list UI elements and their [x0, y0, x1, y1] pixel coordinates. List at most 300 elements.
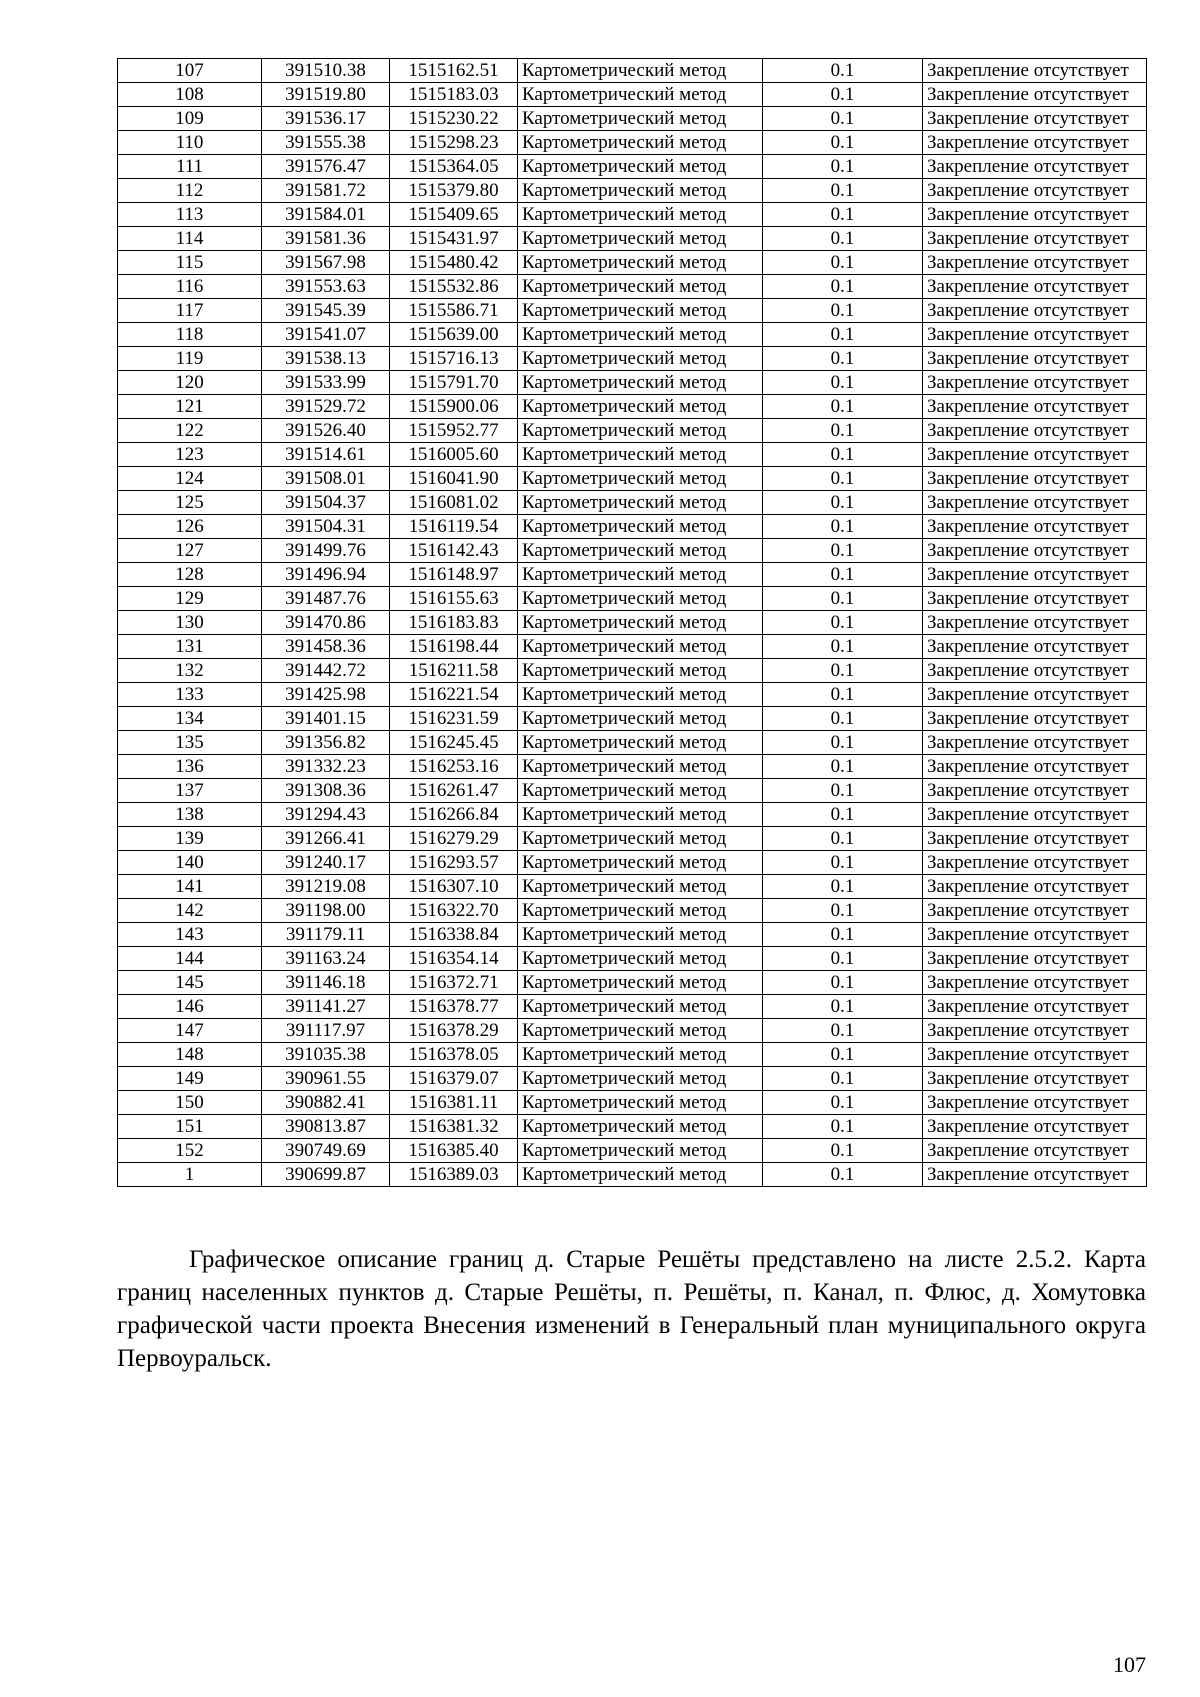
- method-cell: Картометрический метод: [518, 1043, 763, 1067]
- point-number-cell: 124: [118, 467, 262, 491]
- mark-description-cell: Закрепление отсутствует: [923, 107, 1147, 131]
- table-row: [118, 683, 1147, 707]
- point-number-cell: 109: [118, 107, 262, 131]
- y-coordinate-cell: 1515952.77: [390, 419, 518, 443]
- mark-description-cell: Закрепление отсутствует: [923, 515, 1147, 539]
- table-row: [118, 1115, 1147, 1139]
- precision-cell: 0.1: [763, 611, 923, 635]
- precision-cell: 0.1: [763, 563, 923, 587]
- mark-description-cell: Закрепление отсутствует: [923, 179, 1147, 203]
- table-row: [118, 635, 1147, 659]
- method-cell: Картометрический метод: [518, 731, 763, 755]
- method-cell: Картометрический метод: [518, 803, 763, 827]
- x-coordinate-cell: 391499.76: [262, 539, 390, 563]
- mark-description-cell: Закрепление отсутствует: [923, 1139, 1147, 1163]
- method-cell: Картометрический метод: [518, 275, 763, 299]
- table-row: [118, 1019, 1147, 1043]
- precision-cell: 0.1: [763, 1067, 923, 1091]
- mark-description-cell: Закрепление отсутствует: [923, 1115, 1147, 1139]
- mark-description-cell: Закрепление отсутствует: [923, 899, 1147, 923]
- method-cell: Картометрический метод: [518, 59, 763, 83]
- mark-description-cell: Закрепление отсутствует: [923, 803, 1147, 827]
- x-coordinate-cell: 390749.69: [262, 1139, 390, 1163]
- mark-description-cell: Закрепление отсутствует: [923, 1019, 1147, 1043]
- method-cell: Картометрический метод: [518, 179, 763, 203]
- point-number-cell: 145: [118, 971, 262, 995]
- mark-description-cell: Закрепление отсутствует: [923, 59, 1147, 83]
- x-coordinate-cell: 391533.99: [262, 371, 390, 395]
- x-coordinate-cell: 391504.31: [262, 515, 390, 539]
- y-coordinate-cell: 1515364.05: [390, 155, 518, 179]
- method-cell: Картометрический метод: [518, 635, 763, 659]
- x-coordinate-cell: 391519.80: [262, 83, 390, 107]
- precision-cell: 0.1: [763, 923, 923, 947]
- y-coordinate-cell: 1516155.63: [390, 587, 518, 611]
- x-coordinate-cell: 391179.11: [262, 923, 390, 947]
- coordinates-table-body: [118, 59, 1147, 1187]
- y-coordinate-cell: 1516338.84: [390, 923, 518, 947]
- y-coordinate-cell: 1516253.16: [390, 755, 518, 779]
- precision-cell: 0.1: [763, 587, 923, 611]
- mark-description-cell: Закрепление отсутствует: [923, 371, 1147, 395]
- point-number-cell: 141: [118, 875, 262, 899]
- table-row: [118, 107, 1147, 131]
- point-number-cell: 114: [118, 227, 262, 251]
- method-cell: Картометрический метод: [518, 107, 763, 131]
- precision-cell: 0.1: [763, 539, 923, 563]
- y-coordinate-cell: 1516245.45: [390, 731, 518, 755]
- precision-cell: 0.1: [763, 467, 923, 491]
- precision-cell: 0.1: [763, 635, 923, 659]
- point-number-cell: 150: [118, 1091, 262, 1115]
- precision-cell: 0.1: [763, 1043, 923, 1067]
- mark-description-cell: Закрепление отсутствует: [923, 827, 1147, 851]
- point-number-cell: 127: [118, 539, 262, 563]
- method-cell: Картометрический метод: [518, 683, 763, 707]
- point-number-cell: 121: [118, 395, 262, 419]
- point-number-cell: 134: [118, 707, 262, 731]
- table-row: [118, 899, 1147, 923]
- point-number-cell: 140: [118, 851, 262, 875]
- point-number-cell: 136: [118, 755, 262, 779]
- table-row: [118, 587, 1147, 611]
- point-number-cell: 137: [118, 779, 262, 803]
- table-row: [118, 467, 1147, 491]
- table-row: [118, 251, 1147, 275]
- method-cell: Картометрический метод: [518, 155, 763, 179]
- precision-cell: 0.1: [763, 179, 923, 203]
- table-row: [118, 371, 1147, 395]
- mark-description-cell: Закрепление отсутствует: [923, 251, 1147, 275]
- table-row: [118, 707, 1147, 731]
- x-coordinate-cell: 391442.72: [262, 659, 390, 683]
- method-cell: Картометрический метод: [518, 515, 763, 539]
- method-cell: Картометрический метод: [518, 131, 763, 155]
- point-number-cell: 142: [118, 899, 262, 923]
- y-coordinate-cell: 1516279.29: [390, 827, 518, 851]
- table-row: [118, 611, 1147, 635]
- precision-cell: 0.1: [763, 1091, 923, 1115]
- boundary-description-paragraph: Графическое описание границ д. Старые Решёты представлено на листе 2.5.2. Карта границ населенных пунктов д. Старые Решёты, п. Решёты, п. Канал, п. Флюс, д. Хомутовка графической части проекта Внесения изменений в Генеральный план муниципального округа Первоуральск.: [117, 1246, 1146, 1372]
- x-coordinate-cell: 391555.38: [262, 131, 390, 155]
- method-cell: Картометрический метод: [518, 1091, 763, 1115]
- table-row: [118, 659, 1147, 683]
- y-coordinate-cell: 1515639.00: [390, 323, 518, 347]
- y-coordinate-cell: 1516372.71: [390, 971, 518, 995]
- precision-cell: 0.1: [763, 995, 923, 1019]
- y-coordinate-cell: 1515791.70: [390, 371, 518, 395]
- y-coordinate-cell: 1516081.02: [390, 491, 518, 515]
- mark-description-cell: Закрепление отсутствует: [923, 611, 1147, 635]
- precision-cell: 0.1: [763, 1163, 923, 1187]
- method-cell: Картометрический метод: [518, 899, 763, 923]
- method-cell: Картометрический метод: [518, 875, 763, 899]
- method-cell: Картометрический метод: [518, 539, 763, 563]
- point-number-cell: 1: [118, 1163, 262, 1187]
- y-coordinate-cell: 1515230.22: [390, 107, 518, 131]
- precision-cell: 0.1: [763, 755, 923, 779]
- precision-cell: 0.1: [763, 131, 923, 155]
- x-coordinate-cell: 391514.61: [262, 443, 390, 467]
- point-number-cell: 132: [118, 659, 262, 683]
- precision-cell: 0.1: [763, 899, 923, 923]
- x-coordinate-cell: 391504.37: [262, 491, 390, 515]
- y-coordinate-cell: 1516381.32: [390, 1115, 518, 1139]
- table-row: [118, 851, 1147, 875]
- mark-description-cell: Закрепление отсутствует: [923, 851, 1147, 875]
- point-number-cell: 129: [118, 587, 262, 611]
- method-cell: Картометрический метод: [518, 251, 763, 275]
- y-coordinate-cell: 1516148.97: [390, 563, 518, 587]
- y-coordinate-cell: 1515409.65: [390, 203, 518, 227]
- mark-description-cell: Закрепление отсутствует: [923, 419, 1147, 443]
- precision-cell: 0.1: [763, 107, 923, 131]
- y-coordinate-cell: 1515480.42: [390, 251, 518, 275]
- x-coordinate-cell: 391308.36: [262, 779, 390, 803]
- x-coordinate-cell: 391240.17: [262, 851, 390, 875]
- x-coordinate-cell: 391198.00: [262, 899, 390, 923]
- x-coordinate-cell: 391581.36: [262, 227, 390, 251]
- y-coordinate-cell: 1516307.10: [390, 875, 518, 899]
- method-cell: Картометрический метод: [518, 971, 763, 995]
- point-number-cell: 151: [118, 1115, 262, 1139]
- x-coordinate-cell: 390699.87: [262, 1163, 390, 1187]
- point-number-cell: 113: [118, 203, 262, 227]
- table-row: [118, 827, 1147, 851]
- mark-description-cell: Закрепление отсутствует: [923, 971, 1147, 995]
- table-row: [118, 83, 1147, 107]
- point-number-cell: 115: [118, 251, 262, 275]
- method-cell: Картометрический метод: [518, 323, 763, 347]
- table-row: [118, 203, 1147, 227]
- x-coordinate-cell: 391536.17: [262, 107, 390, 131]
- precision-cell: 0.1: [763, 251, 923, 275]
- x-coordinate-cell: 391356.82: [262, 731, 390, 755]
- x-coordinate-cell: 391529.72: [262, 395, 390, 419]
- y-coordinate-cell: 1516385.40: [390, 1139, 518, 1163]
- mark-description-cell: Закрепление отсутствует: [923, 1043, 1147, 1067]
- precision-cell: 0.1: [763, 323, 923, 347]
- point-number-cell: 138: [118, 803, 262, 827]
- y-coordinate-cell: 1516379.07: [390, 1067, 518, 1091]
- x-coordinate-cell: 390813.87: [262, 1115, 390, 1139]
- method-cell: Картометрический метод: [518, 923, 763, 947]
- precision-cell: 0.1: [763, 371, 923, 395]
- precision-cell: 0.1: [763, 875, 923, 899]
- x-coordinate-cell: 391219.08: [262, 875, 390, 899]
- table-row: [118, 755, 1147, 779]
- x-coordinate-cell: 391545.39: [262, 299, 390, 323]
- point-number-cell: 149: [118, 1067, 262, 1091]
- point-number-cell: 107: [118, 59, 262, 83]
- method-cell: Картометрический метод: [518, 347, 763, 371]
- table-row: [118, 323, 1147, 347]
- y-coordinate-cell: 1515716.13: [390, 347, 518, 371]
- method-cell: Картометрический метод: [518, 611, 763, 635]
- y-coordinate-cell: 1515298.23: [390, 131, 518, 155]
- precision-cell: 0.1: [763, 395, 923, 419]
- precision-cell: 0.1: [763, 227, 923, 251]
- table-row: [118, 875, 1147, 899]
- table-row: [118, 971, 1147, 995]
- x-coordinate-cell: 391401.15: [262, 707, 390, 731]
- mark-description-cell: Закрепление отсутствует: [923, 947, 1147, 971]
- x-coordinate-cell: 391425.98: [262, 683, 390, 707]
- method-cell: Картометрический метод: [518, 707, 763, 731]
- x-coordinate-cell: 390961.55: [262, 1067, 390, 1091]
- table-row: [118, 1091, 1147, 1115]
- method-cell: Картометрический метод: [518, 419, 763, 443]
- table-row: [118, 59, 1147, 83]
- table-row: [118, 1163, 1147, 1187]
- mark-description-cell: Закрепление отсутствует: [923, 131, 1147, 155]
- table-row: [118, 947, 1147, 971]
- table-row: [118, 563, 1147, 587]
- point-number-cell: 131: [118, 635, 262, 659]
- precision-cell: 0.1: [763, 347, 923, 371]
- table-row: [118, 491, 1147, 515]
- x-coordinate-cell: 391332.23: [262, 755, 390, 779]
- y-coordinate-cell: 1515586.71: [390, 299, 518, 323]
- y-coordinate-cell: 1516266.84: [390, 803, 518, 827]
- y-coordinate-cell: 1516041.90: [390, 467, 518, 491]
- y-coordinate-cell: 1516142.43: [390, 539, 518, 563]
- mark-description-cell: Закрепление отсутствует: [923, 491, 1147, 515]
- precision-cell: 0.1: [763, 779, 923, 803]
- table-row: [118, 731, 1147, 755]
- x-coordinate-cell: 391567.98: [262, 251, 390, 275]
- precision-cell: 0.1: [763, 1019, 923, 1043]
- method-cell: Картометрический метод: [518, 491, 763, 515]
- mark-description-cell: Закрепление отсутствует: [923, 923, 1147, 947]
- x-coordinate-cell: 390882.41: [262, 1091, 390, 1115]
- x-coordinate-cell: 391541.07: [262, 323, 390, 347]
- point-number-cell: 148: [118, 1043, 262, 1067]
- table-row: [118, 803, 1147, 827]
- point-number-cell: 125: [118, 491, 262, 515]
- precision-cell: 0.1: [763, 59, 923, 83]
- mark-description-cell: Закрепление отсутствует: [923, 227, 1147, 251]
- x-coordinate-cell: 391470.86: [262, 611, 390, 635]
- y-coordinate-cell: 1516381.11: [390, 1091, 518, 1115]
- precision-cell: 0.1: [763, 827, 923, 851]
- method-cell: Картометрический метод: [518, 995, 763, 1019]
- table-row: [118, 1067, 1147, 1091]
- point-number-cell: 119: [118, 347, 262, 371]
- precision-cell: 0.1: [763, 971, 923, 995]
- x-coordinate-cell: 391581.72: [262, 179, 390, 203]
- mark-description-cell: Закрепление отсутствует: [923, 1163, 1147, 1187]
- mark-description-cell: Закрепление отсутствует: [923, 155, 1147, 179]
- y-coordinate-cell: 1516322.70: [390, 899, 518, 923]
- mark-description-cell: Закрепление отсутствует: [923, 539, 1147, 563]
- x-coordinate-cell: 391035.38: [262, 1043, 390, 1067]
- x-coordinate-cell: 391163.24: [262, 947, 390, 971]
- mark-description-cell: Закрепление отсутствует: [923, 707, 1147, 731]
- precision-cell: 0.1: [763, 155, 923, 179]
- point-number-cell: 111: [118, 155, 262, 179]
- coordinates-table: [117, 58, 1147, 1187]
- mark-description-cell: Закрепление отсутствует: [923, 83, 1147, 107]
- mark-description-cell: Закрепление отсутствует: [923, 275, 1147, 299]
- x-coordinate-cell: 391553.63: [262, 275, 390, 299]
- mark-description-cell: Закрепление отсутствует: [923, 995, 1147, 1019]
- method-cell: Картометрический метод: [518, 443, 763, 467]
- precision-cell: 0.1: [763, 299, 923, 323]
- point-number-cell: 133: [118, 683, 262, 707]
- table-row: [118, 227, 1147, 251]
- point-number-cell: 123: [118, 443, 262, 467]
- y-coordinate-cell: 1516389.03: [390, 1163, 518, 1187]
- mark-description-cell: Закрепление отсутствует: [923, 779, 1147, 803]
- method-cell: Картометрический метод: [518, 227, 763, 251]
- mark-description-cell: Закрепление отсутствует: [923, 683, 1147, 707]
- precision-cell: 0.1: [763, 731, 923, 755]
- mark-description-cell: Закрепление отсутствует: [923, 731, 1147, 755]
- y-coordinate-cell: 1516211.58: [390, 659, 518, 683]
- x-coordinate-cell: 391266.41: [262, 827, 390, 851]
- method-cell: Картометрический метод: [518, 395, 763, 419]
- y-coordinate-cell: 1516261.47: [390, 779, 518, 803]
- point-number-cell: 128: [118, 563, 262, 587]
- table-row: [118, 1139, 1147, 1163]
- method-cell: Картометрический метод: [518, 203, 763, 227]
- y-coordinate-cell: 1516378.05: [390, 1043, 518, 1067]
- method-cell: Картометрический метод: [518, 827, 763, 851]
- method-cell: Картометрический метод: [518, 371, 763, 395]
- table-row: [118, 1043, 1147, 1067]
- table-row: [118, 275, 1147, 299]
- method-cell: Картометрический метод: [518, 587, 763, 611]
- x-coordinate-cell: 391526.40: [262, 419, 390, 443]
- table-row: [118, 995, 1147, 1019]
- precision-cell: 0.1: [763, 443, 923, 467]
- point-number-cell: 146: [118, 995, 262, 1019]
- table-row: [118, 179, 1147, 203]
- point-number-cell: 126: [118, 515, 262, 539]
- point-number-cell: 112: [118, 179, 262, 203]
- precision-cell: 0.1: [763, 947, 923, 971]
- mark-description-cell: Закрепление отсутствует: [923, 587, 1147, 611]
- table-row: [118, 347, 1147, 371]
- point-number-cell: 135: [118, 731, 262, 755]
- table-row: [118, 923, 1147, 947]
- y-coordinate-cell: 1515379.80: [390, 179, 518, 203]
- point-number-cell: 118: [118, 323, 262, 347]
- x-coordinate-cell: 391538.13: [262, 347, 390, 371]
- point-number-cell: 130: [118, 611, 262, 635]
- method-cell: Картометрический метод: [518, 299, 763, 323]
- method-cell: Картометрический метод: [518, 947, 763, 971]
- method-cell: Картометрический метод: [518, 467, 763, 491]
- y-coordinate-cell: 1516378.77: [390, 995, 518, 1019]
- x-coordinate-cell: 391487.76: [262, 587, 390, 611]
- precision-cell: 0.1: [763, 1139, 923, 1163]
- method-cell: Картометрический метод: [518, 1115, 763, 1139]
- point-number-cell: 152: [118, 1139, 262, 1163]
- y-coordinate-cell: 1516005.60: [390, 443, 518, 467]
- point-number-cell: 144: [118, 947, 262, 971]
- mark-description-cell: Закрепление отсутствует: [923, 323, 1147, 347]
- mark-description-cell: Закрепление отсутствует: [923, 443, 1147, 467]
- mark-description-cell: Закрепление отсутствует: [923, 395, 1147, 419]
- point-number-cell: 116: [118, 275, 262, 299]
- x-coordinate-cell: 391458.36: [262, 635, 390, 659]
- precision-cell: 0.1: [763, 707, 923, 731]
- method-cell: Картометрический метод: [518, 1139, 763, 1163]
- x-coordinate-cell: 391584.01: [262, 203, 390, 227]
- point-number-cell: 110: [118, 131, 262, 155]
- y-coordinate-cell: 1516119.54: [390, 515, 518, 539]
- mark-description-cell: Закрепление отсутствует: [923, 563, 1147, 587]
- point-number-cell: 147: [118, 1019, 262, 1043]
- precision-cell: 0.1: [763, 491, 923, 515]
- mark-description-cell: Закрепление отсутствует: [923, 1091, 1147, 1115]
- precision-cell: 0.1: [763, 803, 923, 827]
- method-cell: Картометрический метод: [518, 779, 763, 803]
- y-coordinate-cell: 1515183.03: [390, 83, 518, 107]
- x-coordinate-cell: 391294.43: [262, 803, 390, 827]
- x-coordinate-cell: 391576.47: [262, 155, 390, 179]
- x-coordinate-cell: 391508.01: [262, 467, 390, 491]
- y-coordinate-cell: 1516354.14: [390, 947, 518, 971]
- table-row: [118, 131, 1147, 155]
- precision-cell: 0.1: [763, 83, 923, 107]
- point-number-cell: 122: [118, 419, 262, 443]
- precision-cell: 0.1: [763, 851, 923, 875]
- y-coordinate-cell: 1516183.83: [390, 611, 518, 635]
- mark-description-cell: Закрепление отсутствует: [923, 755, 1147, 779]
- table-row: [118, 515, 1147, 539]
- x-coordinate-cell: 391117.97: [262, 1019, 390, 1043]
- point-number-cell: 108: [118, 83, 262, 107]
- precision-cell: 0.1: [763, 419, 923, 443]
- mark-description-cell: Закрепление отсутствует: [923, 1067, 1147, 1091]
- precision-cell: 0.1: [763, 203, 923, 227]
- method-cell: Картометрический метод: [518, 83, 763, 107]
- x-coordinate-cell: 391510.38: [262, 59, 390, 83]
- mark-description-cell: Закрепление отсутствует: [923, 203, 1147, 227]
- point-number-cell: 117: [118, 299, 262, 323]
- table-row: [118, 443, 1147, 467]
- table-row: [118, 779, 1147, 803]
- mark-description-cell: Закрепление отсутствует: [923, 299, 1147, 323]
- y-coordinate-cell: 1516293.57: [390, 851, 518, 875]
- y-coordinate-cell: 1516198.44: [390, 635, 518, 659]
- precision-cell: 0.1: [763, 275, 923, 299]
- x-coordinate-cell: 391141.27: [262, 995, 390, 1019]
- mark-description-cell: Закрепление отсутствует: [923, 659, 1147, 683]
